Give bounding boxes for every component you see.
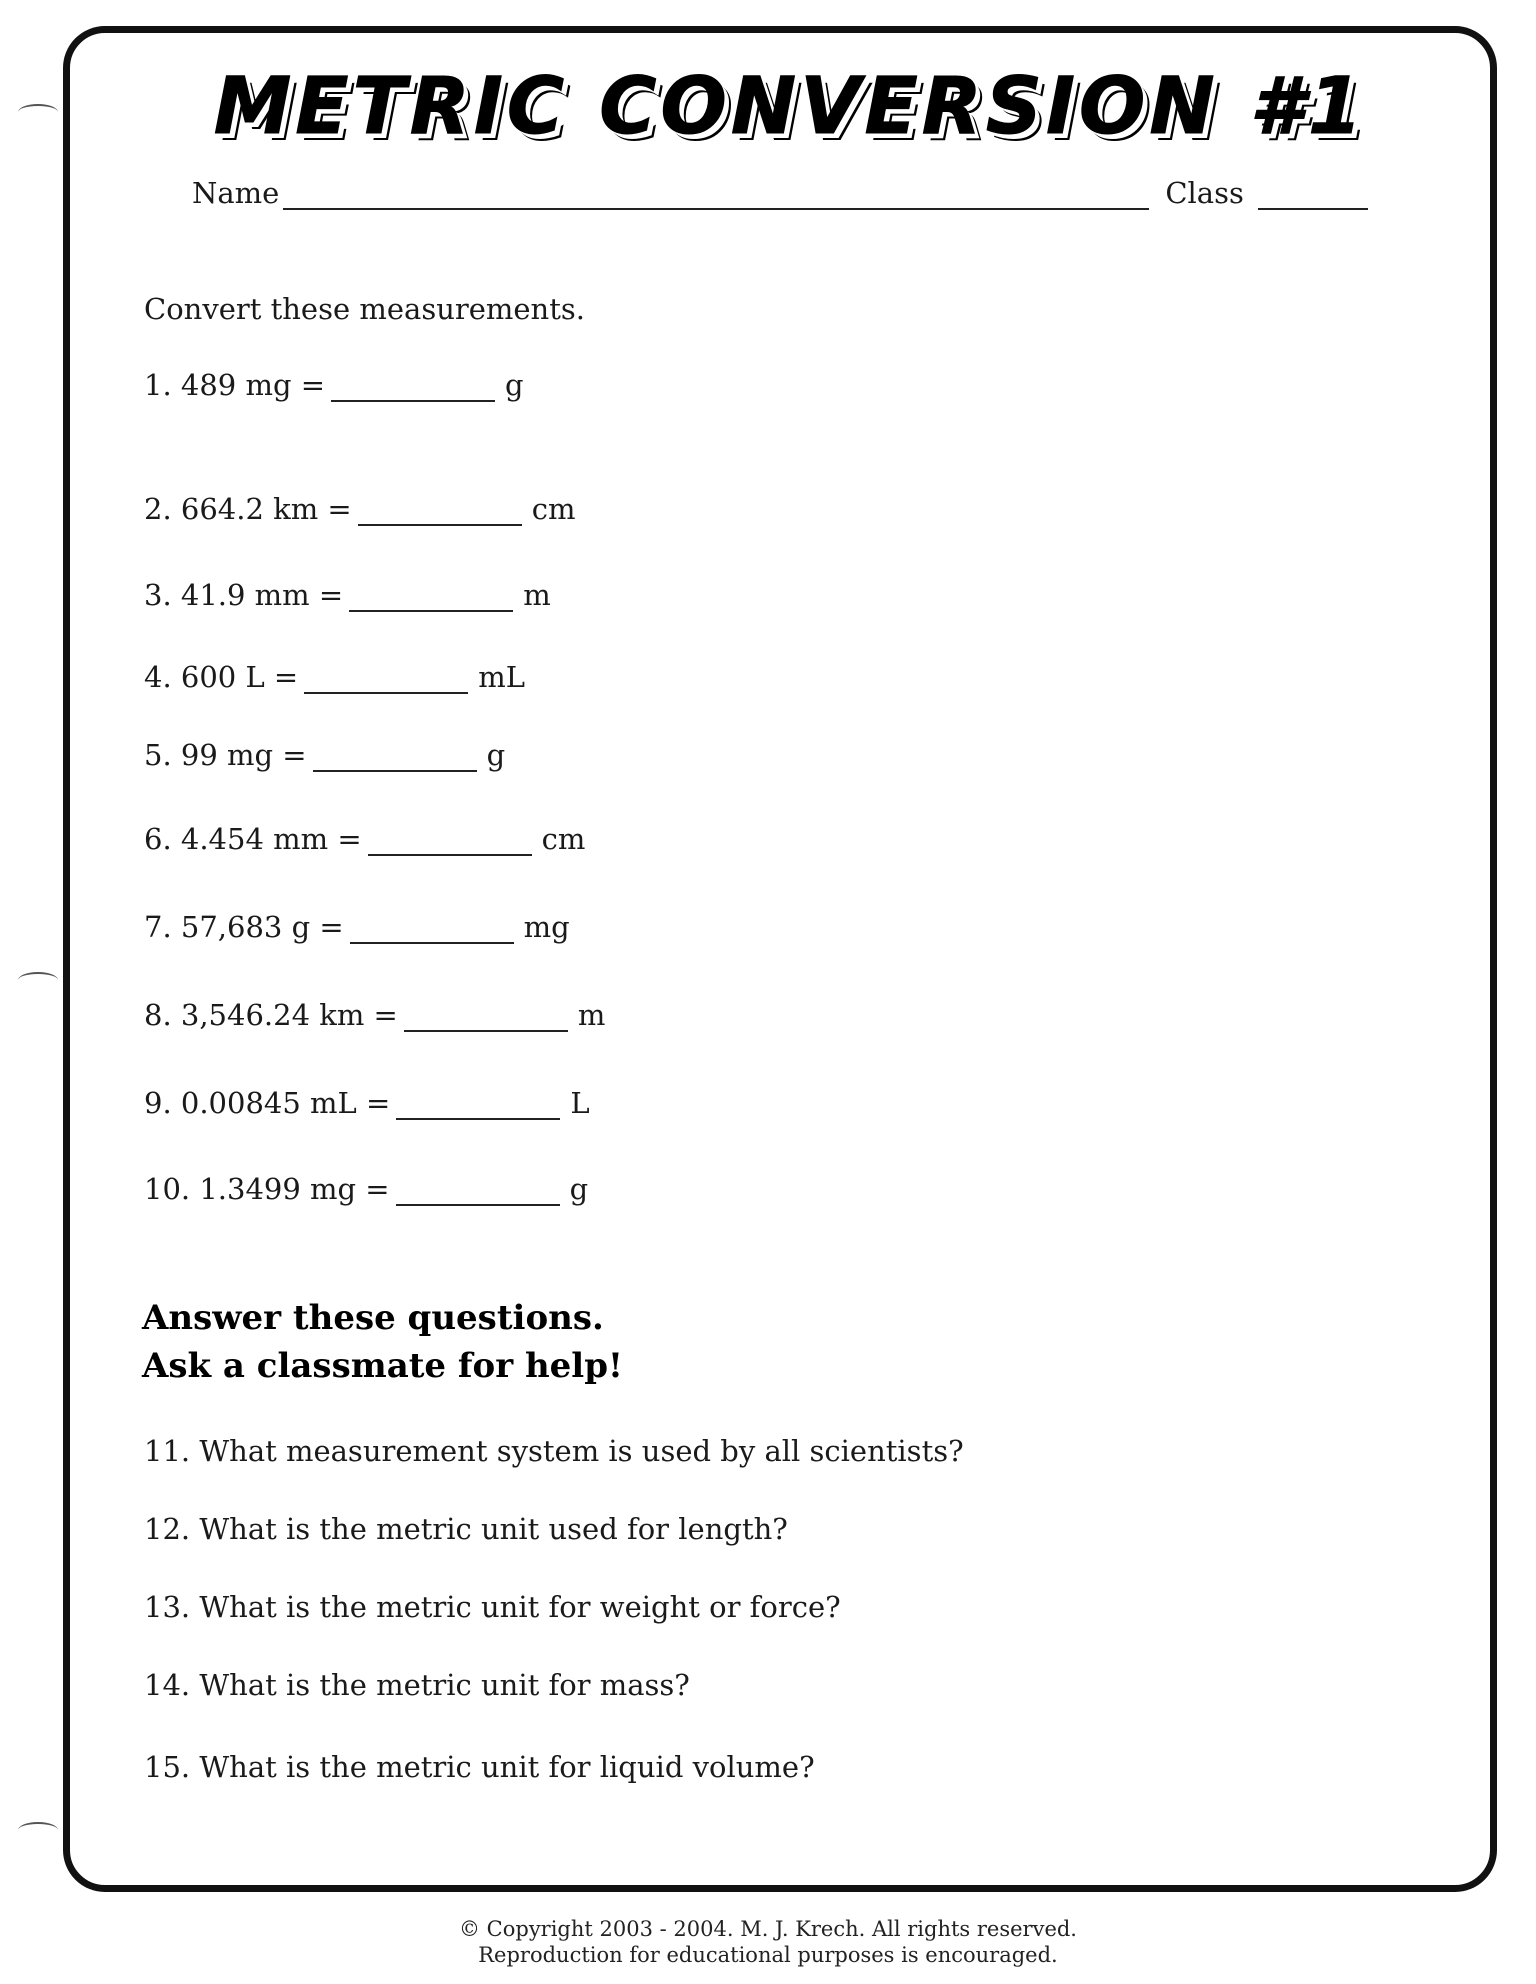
problem-item (144, 660, 525, 694)
problem-unit: mL (478, 660, 525, 694)
answer-blank[interactable] (313, 746, 477, 772)
problem-item (144, 822, 585, 856)
problem-prompt: 6. 4.454 mm = (144, 822, 362, 856)
answer-blank[interactable] (396, 1180, 560, 1206)
question-item: 15. What is the metric unit for liquid volume? (144, 1750, 815, 1784)
problem-item (144, 998, 605, 1032)
problem-unit: cm (531, 492, 576, 526)
answer-blank[interactable] (350, 918, 514, 944)
punch-hole-mark (18, 972, 58, 988)
problem-item (144, 1172, 588, 1206)
name-label: Name (192, 176, 280, 210)
problem-prompt: 4. 600 L = (144, 660, 299, 694)
footer-copyright: © Copyright 2003 - 2004. M. J. Krech. All rights reserved. (458, 1917, 1077, 1941)
class-label: Class (1165, 176, 1244, 210)
conversion-instruction: Convert these measurements. (144, 292, 585, 326)
name-class-row (192, 176, 1368, 210)
answer-blank[interactable] (368, 830, 532, 856)
problem-unit: m (523, 578, 551, 612)
problem-prompt: 10. 1.3499 mg = (144, 1172, 390, 1206)
problem-unit: g (569, 1172, 589, 1206)
problem-prompt: 3. 41.9 mm = (144, 578, 344, 612)
question-item: 14. What is the metric unit for mass? (144, 1668, 690, 1702)
answer-blank[interactable] (331, 376, 495, 402)
questions-subheading: Ask a classmate for help! (142, 1346, 623, 1386)
problem-unit: g (486, 738, 506, 772)
problem-prompt: 8. 3,546.24 km = (144, 998, 398, 1032)
punch-hole-mark (18, 1822, 58, 1838)
answer-blank[interactable] (349, 586, 513, 612)
answer-blank[interactable] (358, 500, 522, 526)
problem-item (144, 1086, 590, 1120)
problem-unit: L (570, 1086, 590, 1120)
punch-hole-mark (18, 104, 58, 120)
question-item: 12. What is the metric unit used for length? (144, 1512, 788, 1546)
problem-prompt: 5. 99 mg = (144, 738, 307, 772)
problem-prompt: 7. 57,683 g = (144, 910, 344, 944)
class-field[interactable] (1258, 182, 1368, 210)
worksheet-title: METRIC CONVERSION #1 (213, 62, 1367, 152)
footer-reproduction: Reproduction for educational purposes is encouraged. (478, 1943, 1058, 1967)
problem-unit: g (505, 368, 524, 402)
answer-blank[interactable] (404, 1006, 568, 1032)
problem-item (144, 578, 551, 612)
problem-item (144, 492, 575, 526)
question-item: 13. What is the metric unit for weight or force? (144, 1590, 841, 1624)
answer-blank[interactable] (396, 1094, 560, 1120)
problem-prompt: 2. 664.2 km = (144, 492, 352, 526)
problem-prompt: 9. 0.00845 mL = (144, 1086, 391, 1120)
problem-item (144, 368, 524, 402)
questions-heading: Answer these questions. (142, 1298, 604, 1338)
problem-unit: cm (541, 822, 586, 856)
answer-blank[interactable] (304, 668, 468, 694)
question-item: 11. What measurement system is used by all scientists? (144, 1434, 964, 1468)
problem-prompt: 1. 489 mg = (144, 368, 326, 402)
problem-unit: m (577, 998, 606, 1032)
problem-unit: mg (523, 910, 570, 944)
problem-item (144, 738, 505, 772)
problem-item (144, 910, 570, 944)
name-field[interactable] (283, 182, 1149, 210)
